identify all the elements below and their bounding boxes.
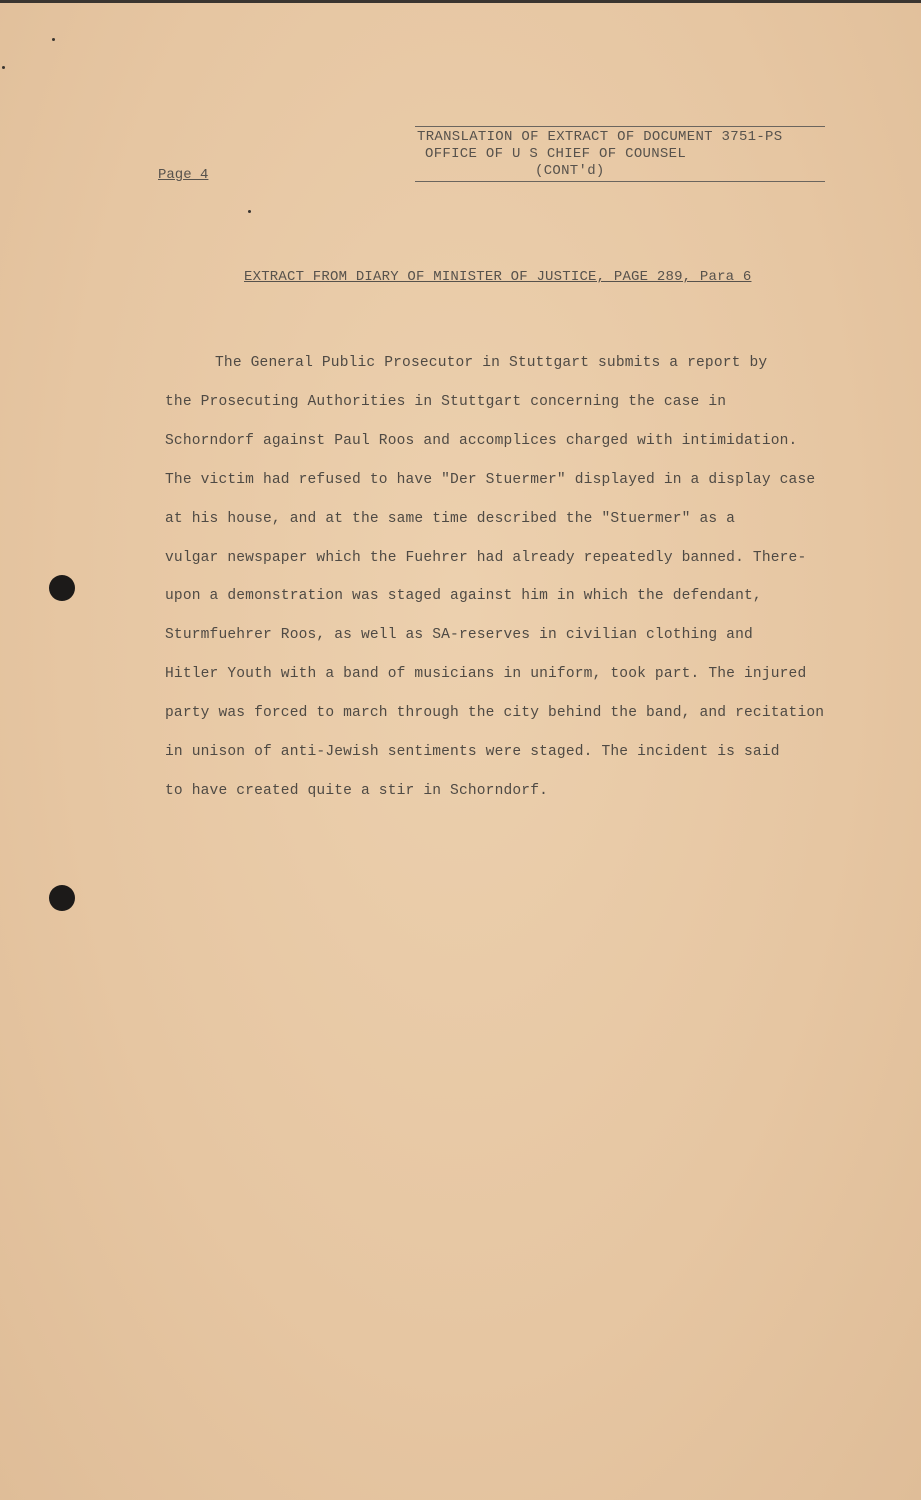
paper-speck bbox=[2, 66, 5, 69]
document-header bbox=[415, 126, 825, 182]
body-paragraph bbox=[165, 344, 875, 811]
header-top-rule bbox=[415, 126, 825, 127]
body-line: the Prosecuting Authorities in Stuttgart concerning the case in bbox=[165, 393, 727, 410]
body-line: The General Public Prosecutor in Stuttgart submits a report by bbox=[215, 355, 768, 371]
punch-hole bbox=[49, 885, 75, 911]
body-line: Schorndorf against Paul Roos and accomplices charged with intimidation. bbox=[165, 432, 798, 449]
paper-speck bbox=[52, 38, 55, 41]
top-edge-shadow bbox=[0, 0, 921, 3]
punch-hole bbox=[49, 575, 75, 601]
body-line: The victim had refused to have "Der Stuermer" displayed in a display case bbox=[165, 471, 816, 488]
paper-speck bbox=[248, 210, 251, 213]
body-line: Hitler Youth with a band of musicians in uniform, took part. The injured bbox=[165, 666, 807, 683]
body-line: to have created quite a stir in Schorndorf. bbox=[165, 782, 549, 799]
body-line: vulgar newspaper which the Fuehrer had already repeatedly banned. There- bbox=[165, 549, 807, 566]
header-cont-line: (CONT'd) bbox=[535, 163, 605, 179]
header-bottom-rule bbox=[415, 181, 825, 182]
body-line: in unison of anti-Jewish sentiments were staged. The incident is said bbox=[165, 744, 780, 761]
body-line: party was forced to march through the city behind the band, and recitation bbox=[165, 705, 825, 722]
body-line: Sturmfuehrer Roos, as well as SA-reserves in civilian clothing and bbox=[165, 627, 753, 644]
extract-heading: EXTRACT FROM DIARY OF MINISTER OF JUSTICE, PAGE 289, Para 6 bbox=[244, 269, 752, 285]
body-line: at his house, and at the same time described the "Stuermer" as a bbox=[165, 510, 736, 527]
header-office-line: OFFICE OF U S CHIEF OF COUNSEL bbox=[425, 146, 687, 162]
page-number-label: Page 4 bbox=[158, 167, 209, 183]
body-line: upon a demonstration was staged against him in which the defendant, bbox=[165, 588, 762, 605]
header-title-line: TRANSLATION OF EXTRACT OF DOCUMENT 3751-PS bbox=[417, 129, 783, 145]
